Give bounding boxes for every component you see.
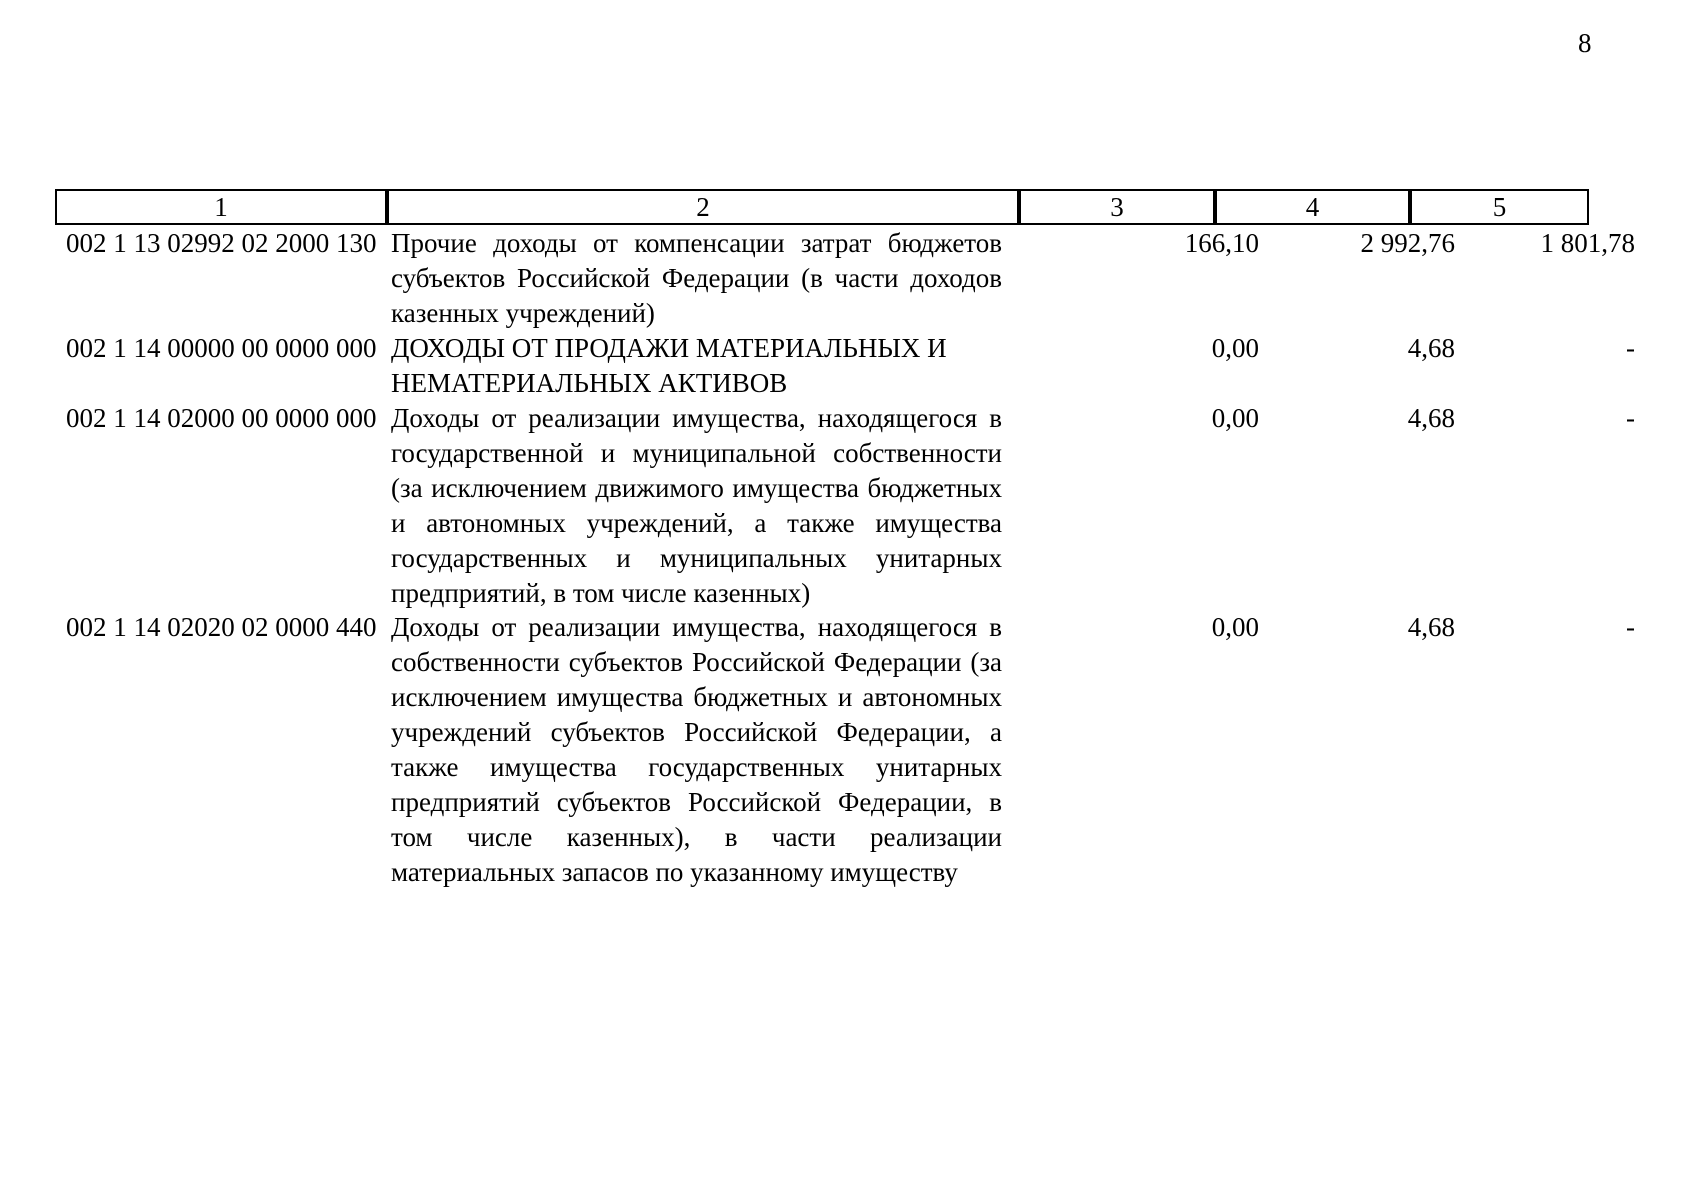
row-value-col3: 166,10 — [1184, 228, 1259, 258]
row-value-col5: - — [1626, 333, 1635, 363]
row-name: Доходы от реализации имущества, находящегося в государственной и муниципальной собственности (за исключением движимого имущества бюджетных и автономных учреждений, а также имущества государственных и муниципальных унитарных предприятий, в том числе казенных) — [391, 403, 1002, 608]
row-value-col3: 0,00 — [1211, 612, 1259, 642]
row-code: 002 1 14 00000 00 0000 000 — [66, 333, 377, 363]
row-name: ДОХОДЫ ОТ ПРОДАЖИ МАТЕРИАЛЬНЫХ И НЕМАТЕРИАЛЬНЫХ АКТИВОВ — [391, 333, 947, 398]
row-value-col5: - — [1626, 403, 1635, 433]
page-number: 8 — [1578, 28, 1592, 58]
row-value-col4: 4,68 — [1407, 403, 1455, 433]
header-cell-2: 2 — [387, 189, 1019, 225]
row-value-col5: 1 801,78 — [1540, 228, 1635, 258]
row-value-col3: 0,00 — [1211, 403, 1259, 433]
row-code: 002 1 14 02020 02 0000 440 — [66, 612, 377, 642]
row-value-col4: 2 992,76 — [1360, 228, 1455, 258]
row-value-col4: 4,68 — [1407, 333, 1455, 363]
header-cell-4: 4 — [1215, 189, 1410, 225]
row-value-col4: 4,68 — [1407, 612, 1455, 642]
row-value-col3: 0,00 — [1211, 333, 1259, 363]
header-cell-1: 1 — [55, 189, 387, 225]
table-header — [55, 189, 1637, 225]
row-name: Прочие доходы от компенсации затрат бюджетов субъектов Российской Федерации (в части доходов казенных учреждений) — [391, 228, 1002, 328]
row-value-col5: - — [1626, 612, 1635, 642]
row-code: 002 1 14 02000 00 0000 000 — [66, 403, 377, 433]
row-name: Доходы от реализации имущества, находящегося в собственности субъектов Российской Федерации (за исключением имущества бюджетных и автономных учреждений субъектов Российской Федерации, а также имущества государственных унитарных предприятий субъектов Российской Федерации, в том числе казенных), в части реализации материальных запасов по указанному имуществу — [391, 612, 1002, 887]
header-cell-5: 5 — [1410, 189, 1589, 225]
header-cell-3: 3 — [1019, 189, 1215, 225]
row-code: 002 1 13 02992 02 2000 130 — [66, 228, 377, 258]
